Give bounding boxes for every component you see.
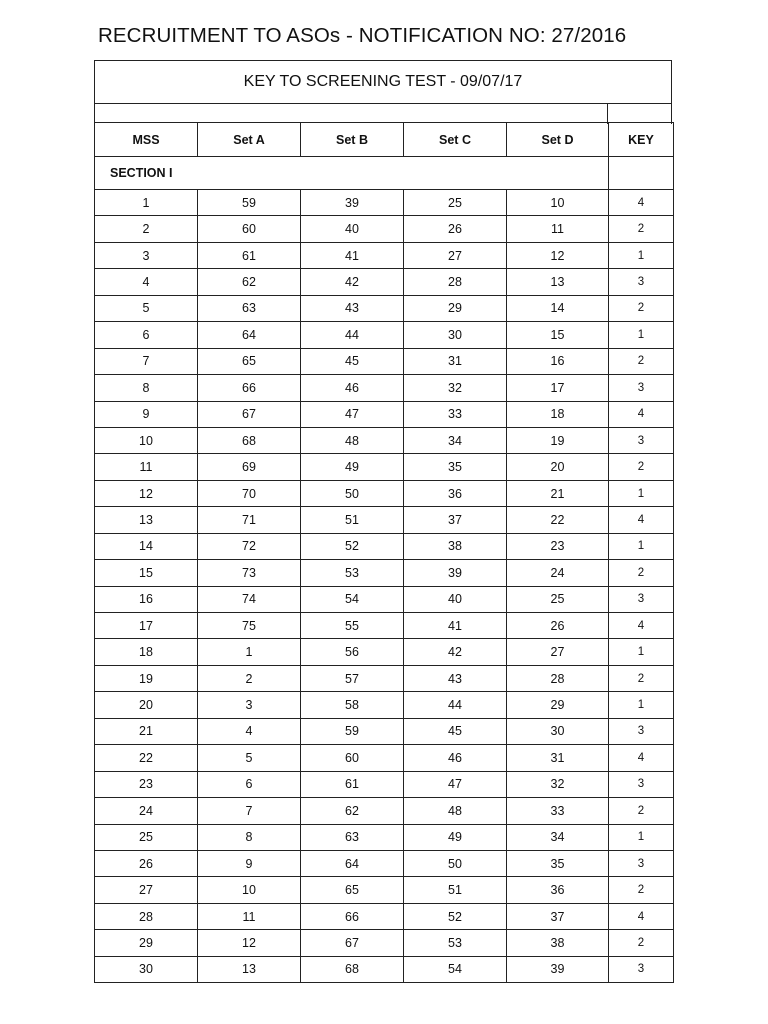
subtitle-box (94, 60, 672, 104)
cell-mss: 11 (95, 454, 198, 480)
cell-key: 2 (609, 930, 674, 956)
answer-key-table (94, 122, 674, 983)
cell-set-c: 28 (404, 269, 507, 295)
cell-set-a: 9 (198, 850, 301, 876)
cell-set-b: 47 (301, 401, 404, 427)
cell-mss: 16 (95, 586, 198, 612)
cell-set-b: 40 (301, 216, 404, 242)
cell-set-d: 21 (507, 480, 609, 506)
cell-mss: 2 (95, 216, 198, 242)
cell-mss: 12 (95, 480, 198, 506)
cell-mss: 26 (95, 850, 198, 876)
cell-set-a: 75 (198, 613, 301, 639)
cell-set-b: 66 (301, 903, 404, 929)
table-row (95, 348, 674, 374)
cell-set-d: 11 (507, 216, 609, 242)
cell-mss: 1 (95, 190, 198, 216)
cell-set-a: 69 (198, 454, 301, 480)
cell-set-c: 31 (404, 348, 507, 374)
cell-set-c: 51 (404, 877, 507, 903)
cell-set-a: 3 (198, 692, 301, 718)
table-row (95, 798, 674, 824)
cell-set-b: 43 (301, 295, 404, 321)
cell-set-d: 26 (507, 613, 609, 639)
cell-set-b: 56 (301, 639, 404, 665)
cell-set-d: 19 (507, 427, 609, 453)
cell-mss: 20 (95, 692, 198, 718)
cell-mss: 25 (95, 824, 198, 850)
table-row (95, 850, 674, 876)
cell-set-a: 66 (198, 375, 301, 401)
cell-set-d: 20 (507, 454, 609, 480)
cell-set-d: 23 (507, 533, 609, 559)
cell-set-c: 45 (404, 718, 507, 744)
cell-set-b: 63 (301, 824, 404, 850)
cell-set-d: 30 (507, 718, 609, 744)
spacer-left-border (94, 103, 95, 124)
cell-set-c: 52 (404, 903, 507, 929)
cell-key: 1 (609, 480, 674, 506)
cell-set-c: 37 (404, 507, 507, 533)
table-row (95, 930, 674, 956)
cell-set-b: 42 (301, 269, 404, 295)
cell-set-a: 61 (198, 242, 301, 268)
table-row (95, 718, 674, 744)
cell-set-c: 40 (404, 586, 507, 612)
cell-set-c: 50 (404, 850, 507, 876)
header-set-c: Set C (404, 123, 507, 157)
cell-mss: 28 (95, 903, 198, 929)
cell-set-a: 11 (198, 903, 301, 929)
table-row (95, 824, 674, 850)
cell-set-b: 58 (301, 692, 404, 718)
cell-set-a: 7 (198, 798, 301, 824)
table-row (95, 956, 674, 982)
cell-set-b: 41 (301, 242, 404, 268)
cell-key: 4 (609, 903, 674, 929)
cell-set-b: 61 (301, 771, 404, 797)
cell-mss: 7 (95, 348, 198, 374)
cell-set-d: 33 (507, 798, 609, 824)
cell-key: 2 (609, 877, 674, 903)
cell-set-d: 39 (507, 956, 609, 982)
cell-set-b: 59 (301, 718, 404, 744)
cell-key: 3 (609, 269, 674, 295)
table-row (95, 665, 674, 691)
cell-set-d: 31 (507, 745, 609, 771)
table-row (95, 903, 674, 929)
cell-mss: 14 (95, 533, 198, 559)
cell-set-c: 35 (404, 454, 507, 480)
cell-set-c: 39 (404, 560, 507, 586)
cell-key: 2 (609, 348, 674, 374)
cell-set-b: 57 (301, 665, 404, 691)
cell-set-a: 8 (198, 824, 301, 850)
header-key: KEY (609, 123, 674, 157)
cell-set-c: 47 (404, 771, 507, 797)
cell-set-a: 13 (198, 956, 301, 982)
section-key-cell (609, 157, 674, 190)
cell-mss: 10 (95, 427, 198, 453)
cell-key: 3 (609, 375, 674, 401)
table-row (95, 533, 674, 559)
cell-set-a: 62 (198, 269, 301, 295)
cell-mss: 19 (95, 665, 198, 691)
cell-set-a: 74 (198, 586, 301, 612)
header-mss: MSS (95, 123, 198, 157)
cell-set-b: 53 (301, 560, 404, 586)
cell-set-c: 46 (404, 745, 507, 771)
cell-set-a: 4 (198, 718, 301, 744)
cell-set-a: 71 (198, 507, 301, 533)
table-row (95, 586, 674, 612)
cell-set-a: 68 (198, 427, 301, 453)
table-row (95, 216, 674, 242)
cell-set-a: 64 (198, 322, 301, 348)
cell-set-b: 45 (301, 348, 404, 374)
header-set-a: Set A (198, 123, 301, 157)
cell-set-b: 65 (301, 877, 404, 903)
table-row (95, 375, 674, 401)
cell-set-d: 22 (507, 507, 609, 533)
cell-set-d: 17 (507, 375, 609, 401)
header-spacer (94, 103, 672, 124)
cell-key: 1 (609, 533, 674, 559)
table-row (95, 401, 674, 427)
table-row (95, 771, 674, 797)
cell-set-a: 10 (198, 877, 301, 903)
cell-set-a: 2 (198, 665, 301, 691)
cell-set-c: 38 (404, 533, 507, 559)
cell-key: 1 (609, 322, 674, 348)
cell-set-d: 35 (507, 850, 609, 876)
cell-mss: 6 (95, 322, 198, 348)
table-row (95, 507, 674, 533)
document-title: RECRUITMENT TO ASOs - NOTIFICATION NO: 27/2016 (98, 24, 627, 47)
header-set-b: Set B (301, 123, 404, 157)
cell-set-d: 12 (507, 242, 609, 268)
cell-set-b: 39 (301, 190, 404, 216)
cell-mss: 18 (95, 639, 198, 665)
cell-set-a: 1 (198, 639, 301, 665)
cell-set-a: 60 (198, 216, 301, 242)
cell-set-d: 14 (507, 295, 609, 321)
table-row (95, 190, 674, 216)
cell-set-b: 50 (301, 480, 404, 506)
cell-set-a: 12 (198, 930, 301, 956)
table-row (95, 745, 674, 771)
cell-set-c: 30 (404, 322, 507, 348)
cell-key: 4 (609, 507, 674, 533)
cell-set-a: 67 (198, 401, 301, 427)
document-subtitle: KEY TO SCREENING TEST - 09/07/17 (243, 73, 523, 90)
cell-set-b: 68 (301, 956, 404, 982)
cell-set-c: 53 (404, 930, 507, 956)
table-row (95, 877, 674, 903)
cell-mss: 21 (95, 718, 198, 744)
cell-key: 4 (609, 745, 674, 771)
cell-set-d: 10 (507, 190, 609, 216)
cell-set-d: 25 (507, 586, 609, 612)
cell-set-c: 26 (404, 216, 507, 242)
table-row (95, 692, 674, 718)
table-row (95, 639, 674, 665)
cell-set-b: 60 (301, 745, 404, 771)
table-row (95, 454, 674, 480)
cell-set-b: 48 (301, 427, 404, 453)
cell-set-d: 13 (507, 269, 609, 295)
cell-key: 4 (609, 190, 674, 216)
table-header-row (95, 123, 674, 157)
cell-set-b: 49 (301, 454, 404, 480)
table-row (95, 427, 674, 453)
cell-set-d: 32 (507, 771, 609, 797)
cell-mss: 13 (95, 507, 198, 533)
cell-set-c: 49 (404, 824, 507, 850)
cell-set-d: 15 (507, 322, 609, 348)
cell-key: 3 (609, 956, 674, 982)
cell-set-b: 64 (301, 850, 404, 876)
cell-key: 4 (609, 401, 674, 427)
table-row (95, 269, 674, 295)
cell-set-a: 72 (198, 533, 301, 559)
cell-set-c: 44 (404, 692, 507, 718)
section-row (95, 157, 674, 190)
cell-set-c: 34 (404, 427, 507, 453)
table-row (95, 480, 674, 506)
cell-key: 3 (609, 850, 674, 876)
cell-key: 2 (609, 798, 674, 824)
header-set-d: Set D (507, 123, 609, 157)
table-row (95, 295, 674, 321)
cell-set-a: 59 (198, 190, 301, 216)
cell-mss: 5 (95, 295, 198, 321)
cell-mss: 23 (95, 771, 198, 797)
section-label: SECTION I (95, 157, 609, 190)
cell-key: 1 (609, 242, 674, 268)
cell-mss: 22 (95, 745, 198, 771)
cell-set-c: 54 (404, 956, 507, 982)
cell-key: 2 (609, 454, 674, 480)
cell-set-a: 70 (198, 480, 301, 506)
spacer-right-border (671, 103, 672, 124)
cell-set-d: 37 (507, 903, 609, 929)
cell-set-a: 65 (198, 348, 301, 374)
cell-key: 1 (609, 692, 674, 718)
cell-mss: 27 (95, 877, 198, 903)
cell-set-c: 48 (404, 798, 507, 824)
cell-set-b: 62 (301, 798, 404, 824)
cell-mss: 3 (95, 242, 198, 268)
cell-set-b: 55 (301, 613, 404, 639)
cell-key: 4 (609, 613, 674, 639)
table-row (95, 242, 674, 268)
cell-set-d: 36 (507, 877, 609, 903)
table-row (95, 560, 674, 586)
cell-set-d: 24 (507, 560, 609, 586)
table-row (95, 613, 674, 639)
cell-mss: 4 (95, 269, 198, 295)
cell-key: 2 (609, 216, 674, 242)
cell-set-d: 16 (507, 348, 609, 374)
cell-mss: 15 (95, 560, 198, 586)
cell-key: 2 (609, 665, 674, 691)
cell-key: 2 (609, 560, 674, 586)
cell-set-c: 27 (404, 242, 507, 268)
cell-mss: 17 (95, 613, 198, 639)
cell-set-c: 41 (404, 613, 507, 639)
cell-set-c: 33 (404, 401, 507, 427)
cell-key: 3 (609, 771, 674, 797)
cell-set-d: 38 (507, 930, 609, 956)
cell-key: 2 (609, 295, 674, 321)
cell-set-d: 27 (507, 639, 609, 665)
cell-set-a: 6 (198, 771, 301, 797)
cell-set-c: 43 (404, 665, 507, 691)
cell-mss: 29 (95, 930, 198, 956)
cell-set-b: 52 (301, 533, 404, 559)
cell-set-d: 28 (507, 665, 609, 691)
cell-set-d: 34 (507, 824, 609, 850)
cell-set-d: 29 (507, 692, 609, 718)
cell-mss: 24 (95, 798, 198, 824)
cell-set-c: 32 (404, 375, 507, 401)
table-row (95, 322, 674, 348)
cell-set-a: 5 (198, 745, 301, 771)
cell-set-b: 46 (301, 375, 404, 401)
cell-key: 1 (609, 639, 674, 665)
cell-set-b: 51 (301, 507, 404, 533)
cell-set-c: 29 (404, 295, 507, 321)
cell-key: 1 (609, 824, 674, 850)
cell-mss: 30 (95, 956, 198, 982)
cell-key: 3 (609, 427, 674, 453)
cell-set-a: 63 (198, 295, 301, 321)
cell-set-c: 42 (404, 639, 507, 665)
cell-set-b: 54 (301, 586, 404, 612)
cell-mss: 8 (95, 375, 198, 401)
cell-set-c: 36 (404, 480, 507, 506)
cell-set-b: 44 (301, 322, 404, 348)
cell-mss: 9 (95, 401, 198, 427)
cell-set-a: 73 (198, 560, 301, 586)
cell-set-c: 25 (404, 190, 507, 216)
cell-key: 3 (609, 586, 674, 612)
cell-set-d: 18 (507, 401, 609, 427)
spacer-key-border (607, 103, 608, 124)
cell-key: 3 (609, 718, 674, 744)
cell-set-b: 67 (301, 930, 404, 956)
